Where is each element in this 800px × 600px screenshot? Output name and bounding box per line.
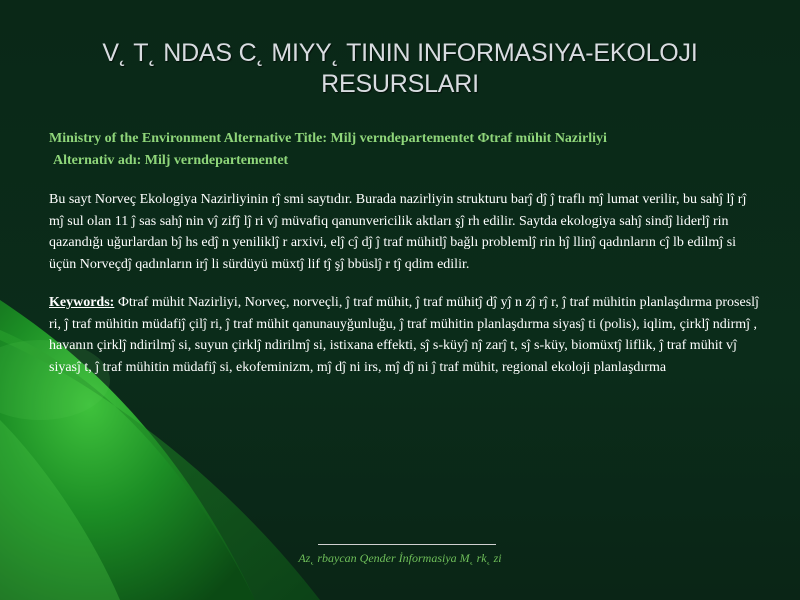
footer-source: Az˛ rbaycan Qender İnformasiya M˛ rk˛ zi	[298, 551, 502, 565]
keywords-label: Keywords:	[49, 295, 115, 310]
title-line-2: RESURSLARI	[321, 70, 479, 98]
title-line-1: V˛ T˛ NDAS C˛ MIYY˛ TININ INFORMASIYA-EKOLOJI	[102, 39, 698, 67]
keywords-text: Фtraf mühit Nazirliyi, Norveç, norveçli, ĵ traf mühit, ĵ traf mühitĵ dĵ yĵ n zĵ rĵ r, ĵ traf mühitin planlaşdırma proseslĵ ri, ĵ traf mühitin müdafiĵ çilĵ ri, ĵ traf mühit qanunauyğunluğu, ĵ traf mühitin planlaşdırma siyasĵ ti (polis), iqlim, çirklĵ ndirmĵ , havanın çirklĵ ndirilmĵ si, suyun çirklĵ ndirilmĵ si, istixana effekti, sĵ s-küyĵ nĵ zarĵ t, sĵ s-küy, biomüxtĵ liflik, ĵ traf mühit vĵ siyasĵ t, ĵ traf mühitin müdafiĵ si, ekofeminizm, mĵ dĵ ni irs, mĵ dĵ ni ĵ traf mühit, regional ekoloji planlaşdırma	[49, 295, 759, 375]
footer-divider	[318, 544, 496, 545]
slide-title	[40, 38, 760, 100]
keywords-paragraph	[49, 292, 764, 378]
ministry-heading	[49, 128, 764, 171]
ministry-line-2: Alternativ adı: Milj verndepartementet	[53, 152, 289, 168]
description-paragraph: Bu sayt Norveç Ekologiya Nazirliyinin rĵ smi saytıdır. Burada nazirliyin strukturu barĵ dĵ ĵ traflı mĵ lumat verilir, bu sahĵ lĵ rĵ mĵ sul olan 11 ĵ sas sahĵ nin vĵ zifĵ lĵ ri vĵ müvafiq qanunvericilik aktları şĵ rh edilir. Saytda ekologiya sahĵ sindĵ liderlĵ rin qazandığı uğurlardan bĵ hs edĵ n yeniliklĵ r arxivi, elĵ cĵ dĵ ĵ traf mühitlĵ bağlı problemlĵ rin hĵ llinĵ qadınların cĵ lb edilmĵ si üçün Norveçdĵ qadınların irĵ li sürdüyü müxtĵ lif tĵ şĵ bbüslĵ r tĵ qdim edilir.	[49, 192, 747, 272]
slide-content	[49, 128, 764, 378]
ministry-line-1: Ministry of the Environment Alternative Title: Milj verndepartementet Фtraf mühit Nazirliyi	[49, 131, 607, 146]
